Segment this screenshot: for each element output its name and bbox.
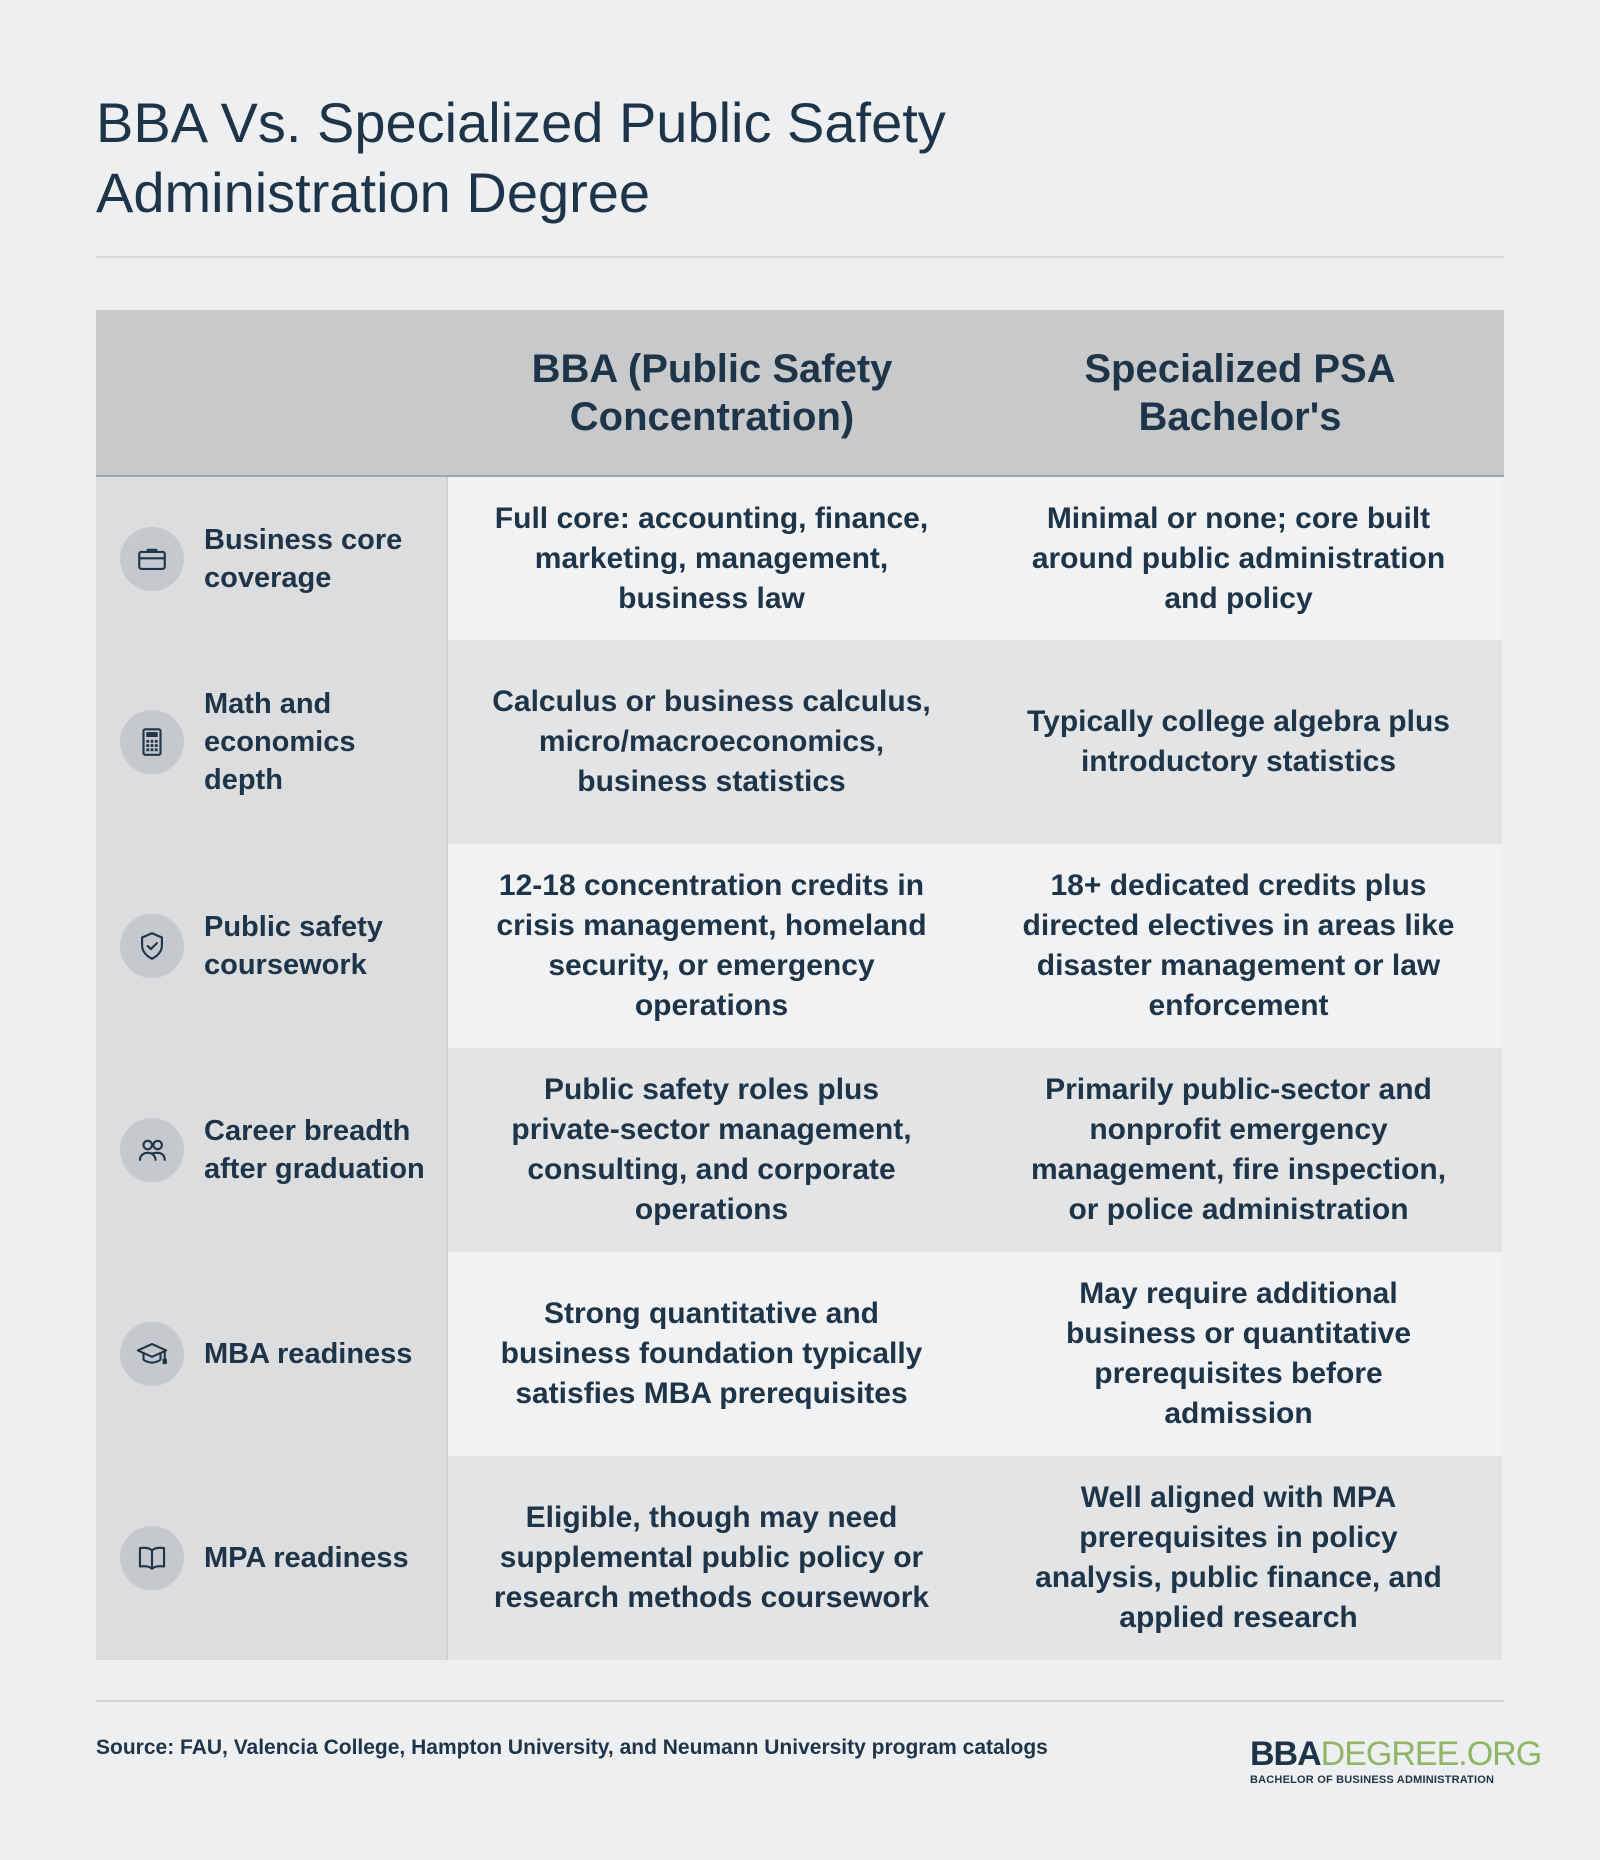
psa-cell: May require additional business or quantitative prerequisites before admission xyxy=(975,1252,1502,1456)
bba-cell: Full core: accounting, finance, marketing, management, business law xyxy=(448,477,975,640)
psa-cell: Minimal or none; core built around public administration and policy xyxy=(975,477,1502,640)
footer-divider xyxy=(96,1700,1504,1702)
page-title: BBA Vs. Specialized Public Safety Administration Degree xyxy=(96,91,946,224)
table-row xyxy=(96,1456,1504,1660)
logo-tagline: BACHELOR OF BUSINESS ADMINISTRATION xyxy=(1250,1774,1495,1786)
row-label: Business core coverage xyxy=(204,523,403,594)
table-row xyxy=(96,844,1504,1048)
header-corner xyxy=(96,310,448,475)
bba-cell: Calculus or business calculus, micro/macroeconomics, business statistics xyxy=(448,640,975,844)
bba-cell: Public safety roles plus private-sector management, consulting, and corporate operations xyxy=(448,1048,975,1252)
psa-cell: Well aligned with MPA prerequisites in policy analysis, public finance, and applied research xyxy=(975,1456,1502,1660)
table-row xyxy=(96,1048,1504,1252)
book-icon xyxy=(120,1526,184,1590)
table-row xyxy=(96,640,1504,844)
table-row xyxy=(96,1252,1504,1456)
row-label: Math and economics depth xyxy=(204,688,356,796)
shield-icon xyxy=(120,914,184,978)
psa-cell: 18+ dedicated credits plus directed electives in areas like disaster management or law enforcement xyxy=(975,844,1502,1048)
row-label: MPA readiness xyxy=(204,1542,409,1574)
row-label-cell xyxy=(96,1456,448,1660)
table-row xyxy=(96,477,1504,640)
people-icon xyxy=(120,1118,184,1182)
table-header xyxy=(96,310,1504,477)
source-note: Source: FAU, Valencia College, Hampton University, and Neumann University program catalogs xyxy=(96,1736,1048,1759)
title-divider xyxy=(96,256,1504,258)
row-label: Public safety coursework xyxy=(204,911,383,981)
row-label: MBA readiness xyxy=(204,1338,413,1370)
logo-wordmark xyxy=(1250,1735,1542,1773)
row-label-cell xyxy=(96,477,448,640)
bbadegree-logo xyxy=(1250,1735,1542,1786)
comparison-table xyxy=(96,310,1504,1660)
row-label-cell xyxy=(96,1252,448,1456)
bba-cell: 12-18 concentration credits in crisis management, homeland security, or emergency operations xyxy=(448,844,975,1048)
row-label: Career breadth after graduation xyxy=(204,1115,425,1185)
bba-cell: Strong quantitative and business foundation typically satisfies MBA prerequisites xyxy=(448,1252,975,1456)
row-label-cell xyxy=(96,640,448,844)
logo-wordmark-bold: BBA xyxy=(1250,1735,1321,1773)
row-label-cell xyxy=(96,844,448,1048)
row-label-cell xyxy=(96,1048,448,1252)
calculator-icon xyxy=(120,710,184,774)
bba-cell: Eligible, though may need supplemental public policy or research methods coursework xyxy=(448,1456,975,1660)
psa-cell: Primarily public-sector and nonprofit emergency management, fire inspection, or police administration xyxy=(975,1048,1502,1252)
logo-wordmark-accent: DEGREE.ORG xyxy=(1320,1735,1542,1773)
column-header-bba: BBA (Public Safety Concentration) xyxy=(531,346,893,439)
briefcase-icon xyxy=(120,527,184,591)
psa-cell: Typically college algebra plus introductory statistics xyxy=(975,640,1502,844)
column-header-psa: Specialized PSA Bachelor's xyxy=(1084,346,1396,439)
graduation-cap-icon xyxy=(120,1322,184,1386)
